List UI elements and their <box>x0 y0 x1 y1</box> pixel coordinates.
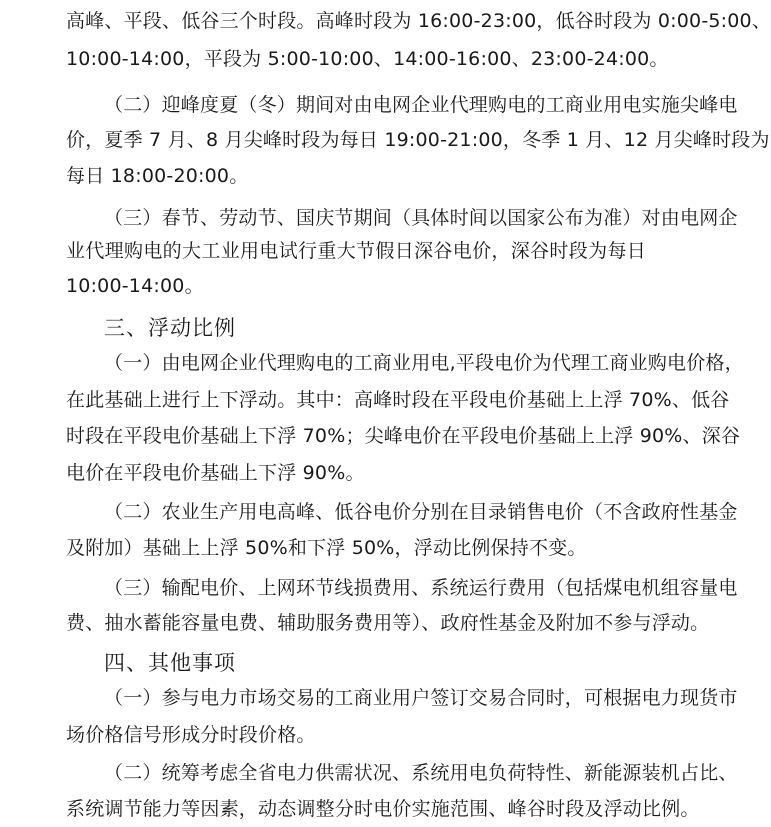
paragraph-peak-line-1: （二）迎峰度夏（冬）期间对由电网企业代理购电的工商业用电实施尖峰电 <box>104 94 738 116</box>
paragraph-holiday-line-3: 10:00-14:00。 <box>66 275 204 297</box>
paragraph-intro-line-1: 高峰、平段、低谷三个时段。高峰时段为 16:00-23:00，低谷时段为 0:00-5:00、 <box>66 10 771 32</box>
paragraph-holiday-line-1: （三）春节、劳动节、国庆节期间（具体时间以国家公布为准）对由电网企 <box>104 207 738 229</box>
section-3-para-1-line-2: 在此基础上进行上下浮动。其中：高峰时段在平段电价基础上上浮 70%、低谷 <box>66 389 730 411</box>
section-3-para-1-line-3: 时段在平段电价基础上下浮 70%；尖峰电价在平段电价基础上上浮 90%、深谷 <box>66 425 741 447</box>
section-4-para-1-line-2: 场价格信号形成分时段价格。 <box>66 724 316 746</box>
section-3-para-3-line-2: 费、抽水蓄能容量电费、辅助服务费用等）、政府性基金及附加不参与浮动。 <box>66 612 710 634</box>
section-4-para-2-line-1: （二）统筹考虑全省电力供需状况、系统用电负荷特性、新能源装机占比、 <box>104 762 738 784</box>
paragraph-peak-line-3: 每日 18:00-20:00。 <box>66 165 249 187</box>
section-3-para-2-line-2: 及附加）基础上上浮 50%和下浮 50%，浮动比例保持不变。 <box>66 537 587 559</box>
section-3-para-2-line-1: （二）农业生产用电高峰、低谷电价分别在目录销售电价（不含政府性基金 <box>104 501 738 523</box>
section-4-para-1-line-1: （一）参与电力市场交易的工商业用户签订交易合同时，可根据电力现货市 <box>104 687 738 709</box>
section-3-heading: 三、浮动比例 <box>104 316 236 340</box>
section-4-para-2-line-2: 系统调节能力等因素，动态调整分时电价实施范围、峰谷时段及浮动比例。 <box>66 798 700 820</box>
paragraph-holiday-line-2: 业代理购电的大工业用电试行重大节假日深谷电价，深谷时段为每日 <box>66 240 646 262</box>
paragraph-intro-line-2: 10:00-14:00，平段为 5:00-10:00、14:00-16:00、23:00-24:00。 <box>66 48 669 70</box>
section-4-heading: 四、其他事项 <box>104 651 236 675</box>
section-3-para-3-line-1: （三）输配电价、上网环节线损费用、系统运行费用（包括煤电机组容量电 <box>104 577 738 599</box>
paragraph-peak-line-2: 价，夏季 7 月、8 月尖峰时段为每日 19:00-21:00，冬季 1 月、12 月尖峰时段为 <box>66 129 770 151</box>
section-3-para-1-line-1: （一）由电网企业代理购电的工商业用电,平段电价为代理工商业购电价格， <box>104 352 744 374</box>
section-3-para-1-line-4: 电价在平段电价基础上下浮 90%。 <box>66 462 365 484</box>
